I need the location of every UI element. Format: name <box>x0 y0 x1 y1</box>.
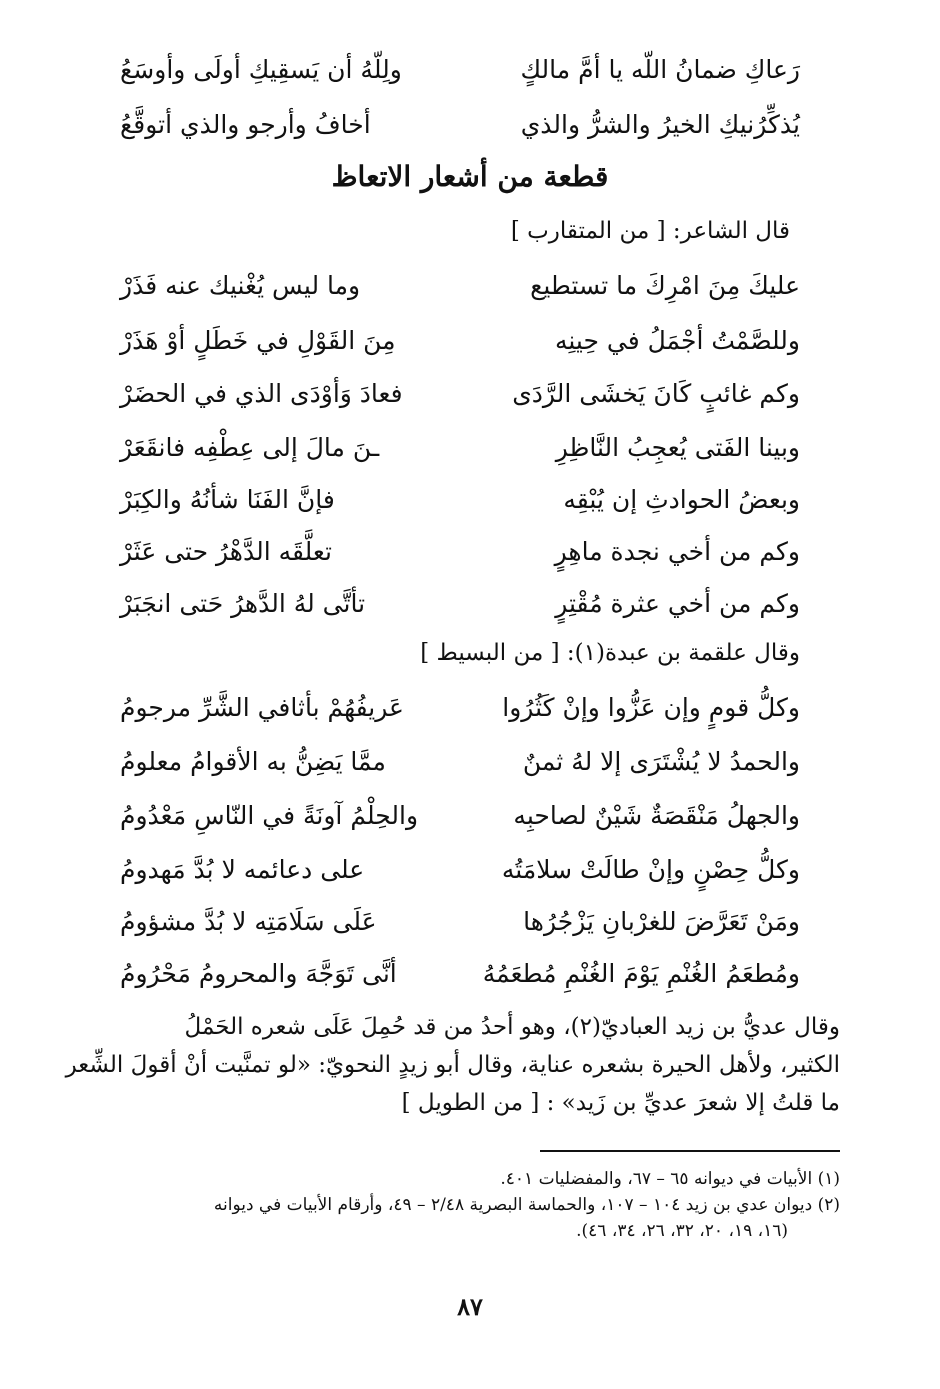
footnote-2-continued: (١٦، ١٩، ٢٠، ٣٢، ٢٦، ٣٤، ٤٦). <box>576 1221 788 1241</box>
verse-first-hemistich: وكلُّ قومٍ وإن عَزُّوا وإنْ كَثُرُوا <box>502 693 800 722</box>
verse-line <box>120 576 800 632</box>
verse-line <box>120 524 800 580</box>
verse-line <box>120 894 800 950</box>
footnote-1: (١) الأبيات في ديوانه ٦٥ – ٦٧، والمفضليات ٤٠١. <box>500 1169 840 1189</box>
verse-second-hemistich: تعلَّقَه الدَّهْرُ حتى عَثَرْ <box>120 537 332 566</box>
verse-line <box>120 366 800 422</box>
paragraph-line: وقال عديُّ بن زيد العباديّ(٢)، وهو أحدُ من قد حُمِلَ عَلَى شعره الحَمْلُ <box>184 1014 840 1040</box>
verse-first-hemistich: وبينا الفَتى يُعجِبُ النَّاظِرِ <box>555 433 800 462</box>
verse-line <box>120 42 800 98</box>
footnotes <box>72 1166 840 1244</box>
paragraph-line: ما قلتُ إلا شعرَ عديِّ بن زَيد» : [ من الطويل ] <box>401 1090 840 1116</box>
verse-second-hemistich: أنَّى تَوَجَّهَ والمحرومُ مَحْرُومُ <box>120 959 397 988</box>
verse-line <box>120 788 800 844</box>
verse-line <box>120 313 800 369</box>
verse-line <box>120 258 800 314</box>
poem-intro: وقال علقمة بن عبدة(١): [ من البسيط ] <box>420 640 800 666</box>
verse-first-hemistich: ومَنْ تَعَرَّضَ للغرْبانِ يَزْجُرُها <box>523 907 800 936</box>
verse-first-hemistich: ومُطعَمُ الغُنْمِ يَوْمَ الغُنْمِ مُطعَمُهُ <box>482 959 800 988</box>
verse-second-hemistich: ولِلّهُ أن يَسقِيكِ أولَى وأوسَعُ <box>120 55 402 84</box>
verse-line <box>120 946 800 1002</box>
verse-first-hemistich: وكم من أخي عثرة مُقْتِرٍ <box>555 589 800 618</box>
verse-line <box>120 97 800 153</box>
verse-first-hemistich: يُذكِّرُنيكِ الخيرُ والشرُّ والذي <box>520 110 800 139</box>
verse-first-hemistich: والحمدُ لا يُشْتَرَى إلا لهُ ثمنٌ <box>522 747 800 776</box>
footnote-2: (٢) ديوان عدي بن زيد ١٠٤ – ١٠٧، والحماسة البصرية ٢/٤٨ – ٤٩، وأرقام الأبيات في ديوانه <box>213 1195 840 1215</box>
verse-line <box>120 472 800 528</box>
verse-first-hemistich: وكم من أخي نجدة ماهِرٍ <box>554 537 800 566</box>
verse-second-hemistich: فعادَ وَأوْدَى الذي في الحضَرْ <box>120 379 403 408</box>
verse-first-hemistich: وللصَّمْتُ أجْمَلُ في حِينِه <box>554 326 800 355</box>
poem-intro: قال الشاعر: [ من المتقارب ] <box>510 218 790 244</box>
verse-first-hemistich: وكم غائبٍ كَانَ يَخشَى الرَّدَى <box>512 379 800 408</box>
verse-second-hemistich: أخافُ وأرجو والذي أتوقَّعُ <box>120 110 371 139</box>
verse-second-hemistich: والحِلْمُ آونَةً في النّاسِ مَعْدُومُ <box>120 801 419 830</box>
verse-second-hemistich: فإنَّ الفَنَا شأنُهُ والكِبَرْ <box>120 485 335 514</box>
verse-second-hemistich: مِنَ القَوْلِ في خَطَلٍ أوْ هَذَرْ <box>120 326 396 355</box>
verse-line <box>120 734 800 790</box>
page-number: ٨٧ <box>457 1292 483 1321</box>
verse-second-hemistich: وما ليس يُغْنيك عنه فَذَرْ <box>120 271 361 300</box>
verse-second-hemistich: ممَّا يَضِنُّ به الأقوامُ معلومُ <box>120 747 386 776</box>
section-heading: قطعة من أشعار الاتعاظ <box>331 160 609 193</box>
verse-second-hemistich: ـنَ مالَ إلى عِطْفِه فانقَعَرْ <box>120 433 380 462</box>
verse-second-hemistich: على دعائمه لا بُدَّ مَهدومُ <box>120 855 365 884</box>
verse-line <box>120 842 800 898</box>
verse-first-hemistich: رَعاكِ ضمانُ اللّه يا أمَّ مالكٍ <box>520 55 800 84</box>
paragraph-line: الكثير، ولأهل الحيرة بشعره عناية، وقال أبو زيدٍ النحويّ: «لو تمنَّيت أنْ أقولَ الشِّعر <box>65 1052 840 1078</box>
verse-first-hemistich: والجهلُ مَنْقَصَةٌ شَيْنٌ لصاحبِه <box>513 801 800 830</box>
verse-second-hemistich: عَريفُهُمْ بأثافي الشَّرِّ مرجومُ <box>120 693 404 722</box>
verse-first-hemistich: وكلُّ حِصْنٍ وإنْ طالَتْ سلامَتُه <box>501 855 800 884</box>
verse-first-hemistich: وبعضُ الحوادثِ إن يُبْقِه <box>563 485 800 514</box>
verse-second-hemistich: تأتَّى لهُ الدَّهرُ حَتى انجَبَرْ <box>120 589 366 618</box>
prose-paragraph <box>65 1008 840 1122</box>
verse-line <box>120 680 800 736</box>
verse-second-hemistich: عَلَى سَلَامَتِه لا بُدَّ مشؤومُ <box>120 907 377 936</box>
verse-line <box>120 420 800 476</box>
verse-first-hemistich: عليكَ مِنَ امْرِكَ ما تستطيع <box>530 271 800 300</box>
footnote-separator <box>540 1150 840 1152</box>
